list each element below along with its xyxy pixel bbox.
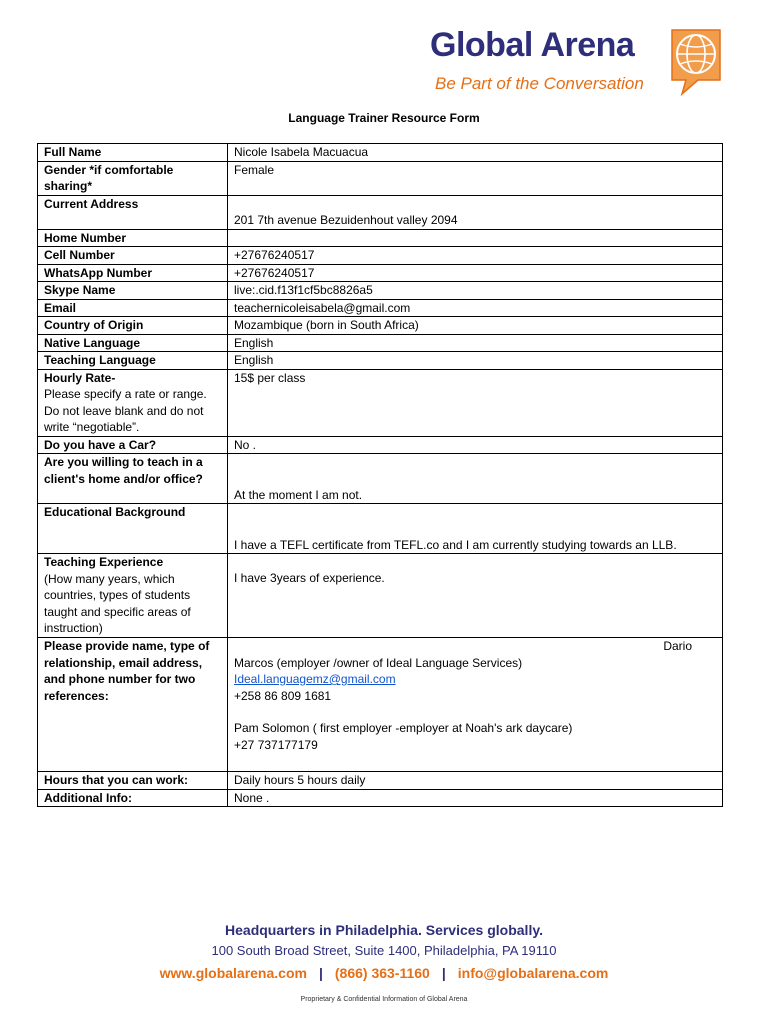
value-skype-name: live:.cid.f13f1cf5bc8826a5 [228,282,723,300]
value-teaching-experience [228,554,723,638]
ref1-email-link[interactable]: Ideal.languagemz@gmail.com [234,672,396,686]
value-country-of-origin: Mozambique (born in South Africa) [228,317,723,335]
brand-tagline: Be Part of the Conversation [435,74,644,93]
globe-speech-bubble-icon [668,24,724,96]
label-hourly-rate: Hourly Rate- [44,370,116,385]
label-skype-name: Skype Name [38,282,228,300]
footer-email-link[interactable]: info@globalarena.com [457,965,609,981]
label-whatsapp-number: WhatsApp Number [38,264,228,282]
footer-separator: | [318,965,323,981]
label-home-number: Home Number [38,229,228,247]
label-email: Email [38,299,228,317]
table-row [38,264,723,282]
label-education: Educational Background [38,504,228,554]
table-row [38,247,723,265]
value-full-name: Nicole Isabela Macuacua [228,144,723,162]
label-teaching-language: Teaching Language [38,352,228,370]
value-references [228,638,723,772]
ref2-phone: +27 737177179 [234,737,318,752]
label-teaching-experience: Teaching Experience [44,555,164,569]
footer-proprietary-notice: Proprietary & Confidential Information of Global Arena [300,996,468,1003]
table-row [38,282,723,300]
ref1-phone: +258 86 809 1681 [234,688,332,703]
table-row [38,772,723,790]
value-education: I have a TEFL certificate from TEFL.co and I am currently studying towards an LLB. [228,504,723,554]
footer-separator: | [441,965,446,981]
table-row [38,369,723,436]
brand-name: Global Arena [430,26,635,64]
value-native-language: English [228,334,723,352]
label-hours: Hours that you can work: [38,772,228,790]
footer-website-link[interactable]: www.globalarena.com [159,965,307,981]
table-row [38,144,723,162]
value-whatsapp-number: +27676240517 [228,264,723,282]
footer-contact [0,965,768,981]
table-row [38,229,723,247]
table-row [38,195,723,229]
value-gender: Female [228,161,723,195]
ref1-details: Marcos (employer /owner of Ideal Language Services) [234,655,523,670]
label-native-language: Native Language [38,334,228,352]
value-teaching-language: English [228,352,723,370]
value-hourly-rate: 15$ per class [228,369,723,436]
label-full-name: Full Name [38,144,228,162]
label-cell-number: Cell Number [38,247,228,265]
value-home-number [228,229,723,247]
resource-form-table [37,143,723,807]
label-car: Do you have a Car? [38,436,228,454]
value-email: teachernicoleisabela@gmail.com [228,299,723,317]
footer-phone[interactable]: (866) 363-1160 [334,965,430,981]
note-teaching-experience: (How many years, which countries, types of students taught and specific areas of instruction) [44,571,191,635]
note-hourly-rate: Please specify a rate or range. Do not leave blank and do not write “negotiable”. [44,387,207,434]
teaching-experience-text: I have 3years of experience. [234,571,385,585]
value-willing-to-teach: At the moment I am not. [228,454,723,504]
footer-address: 100 South Broad Street, Suite 1400, Philadelphia, PA 19110 [211,943,557,958]
footer-headquarters: Headquarters in Philadelphia. Services globally. [225,922,543,938]
label-additional-info: Additional Info: [38,789,228,807]
table-row [38,317,723,335]
table-row [38,436,723,454]
table-row [38,334,723,352]
form-title: Language Trainer Resource Form [288,111,480,125]
table-row [38,352,723,370]
logo [430,22,730,102]
table-row [38,161,723,195]
label-references: Please provide name, type of relationship, email address, and phone number for two references: [38,638,228,772]
table-row [38,554,723,638]
label-country-of-origin: Country of Origin [38,317,228,335]
table-row [38,504,723,554]
value-hours: Daily hours 5 hours daily [228,772,723,790]
table-row [38,789,723,807]
table-row [38,638,723,772]
cell-hourly-rate [38,369,228,436]
value-current-address: 201 7th avenue Bezuidenhout valley 2094 [228,195,723,229]
label-gender: Gender *if comfortable sharing* [38,161,228,195]
ref1-first-name: Dario [663,639,692,653]
ref2-details: Pam Solomon ( first employer -employer at Noah's ark daycare) [234,721,573,735]
label-current-address: Current Address [38,195,228,229]
value-car: No . [228,436,723,454]
table-row [38,299,723,317]
value-additional-info: None . [228,789,723,807]
table-row [38,454,723,504]
value-cell-number: +27676240517 [228,247,723,265]
cell-teaching-experience [38,554,228,638]
label-willing-to-teach: Are you willing to teach in a client's home and/or office? [38,454,228,504]
